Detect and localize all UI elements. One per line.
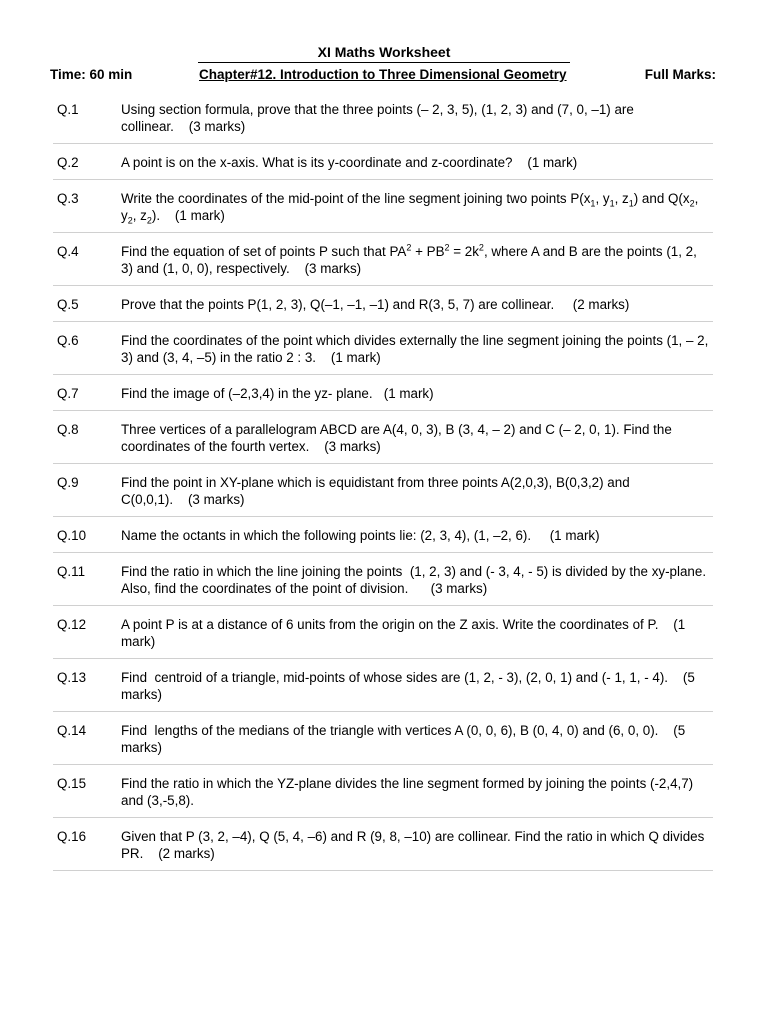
question-text: Find the image of (–2,3,4) in the yz- plane. (1 mark) — [121, 386, 434, 401]
question-row — [53, 375, 713, 411]
question-row — [53, 765, 713, 818]
question-row — [53, 517, 713, 553]
question-text: Find the ratio in which the YZ-plane divides the line segment formed by joining the points (-2,4,7) and (3,-5,8). — [121, 776, 694, 808]
question-text: A point P is at a distance of 6 units from the origin on the Z axis. Write the coordinates of P. (1 mark) — [121, 617, 686, 649]
question-number: Q.5 — [57, 297, 79, 312]
question-text: Find centroid of a triangle, mid-points of whose sides are (1, 2, - 3), (2, 0, 1) and (- 1, 1, - 4). (5 marks) — [121, 670, 695, 702]
question-row — [53, 233, 713, 286]
question-row — [53, 606, 713, 659]
question-number: Q.1 — [57, 102, 79, 117]
question-row — [53, 91, 713, 144]
question-text: Write the coordinates of the mid-point of the line segment joining two points $P(x_1$, $y_1$, $z_1$) and $Q(x_2$, $y_2$, $z_2$). (1 mark) — [121, 191, 699, 226]
question-number: Q.16 — [57, 829, 87, 844]
question-row — [53, 286, 713, 322]
question-number: Q.9 — [57, 475, 79, 490]
question-text: Using section formula, prove that the three points (– 2, 3, 5), (1, 2, 3) and (7, 0, –1) are collinear. (3 marks) — [121, 102, 634, 134]
question-row — [53, 180, 713, 233]
question-number: Q.12 — [57, 617, 87, 632]
question-row — [53, 322, 713, 375]
question-number: Q.7 — [57, 386, 79, 401]
question-row — [53, 553, 713, 606]
time-label: Time: 60 min — [50, 67, 133, 82]
question-row — [53, 411, 713, 464]
chapter-title: Chapter#12. Introduction to Three Dimensional Geometry — [199, 67, 567, 82]
question-number: Q.8 — [57, 422, 79, 437]
question-row — [53, 818, 713, 871]
question-number: Q.3 — [57, 191, 79, 206]
question-number: Q.11 — [57, 564, 86, 579]
question-text: Find the ratio in which the line joining the points (1, 2, 3) and (- 3, 4, - 5) is divided by the xy-plane. Also, find the coordinates of the point of division. (3 marks) — [121, 564, 707, 596]
question-number: Q.15 — [57, 776, 87, 791]
question-text: Find the point in XY-plane which is equidistant from three points A(2,0,3), B(0,3,2) and C(0,0,1). (3 marks) — [121, 475, 630, 507]
question-text: Given that P (3, 2, –4), Q (5, 4, –6) and R (9, 8, –10) are collinear. Find the ratio in which Q divides PR. (2 marks) — [121, 829, 705, 861]
question-text: Find lengths of the medians of the triangle with vertices A (0, 0, 6), B (0, 4, 0) and (6, 0, 0). (5 marks) — [121, 723, 686, 755]
question-row — [53, 144, 713, 180]
question-number: Q.4 — [57, 244, 79, 259]
title-underline — [198, 62, 570, 63]
question-row — [53, 464, 713, 517]
worksheet-title: XI Maths Worksheet — [317, 44, 451, 60]
question-text: Find the coordinates of the point which divides externally the line segment joining the points (1, – 2, 3) and (3, 4, –5) in the ratio 2 : 3. (1 mark) — [121, 333, 709, 365]
question-text: Three vertices of a parallelogram ABCD are A(4, 0, 3), B (3, 4, – 2) and C (– 2, 0, 1). Find the coordinates of the fourth vertex. (3 marks) — [121, 422, 672, 454]
question-number: Q.10 — [57, 528, 87, 543]
full-marks-label: Full Marks: — [644, 67, 716, 82]
question-row — [53, 659, 713, 712]
question-number: Q.13 — [57, 670, 87, 685]
question-number: Q.2 — [57, 155, 79, 170]
question-text: A point is on the x-axis. What is its y-coordinate and z-coordinate? (1 mark) — [121, 155, 578, 170]
question-text: Name the octants in which the following points lie: (2, 3, 4), (1, –2, 6). (1 mark) — [121, 528, 600, 543]
question-text: Prove that the points P(1, 2, 3), Q(–1, –1, –1) and R(3, 5, 7) are collinear. (2 marks) — [121, 297, 630, 312]
question-row — [53, 712, 713, 765]
question-list — [53, 91, 713, 871]
question-number: Q.6 — [57, 333, 79, 348]
question-text: Find the equation of set of points P such that $PA^2 + PB^2 = 2k^2$, where A and B are the points (1, 2, 3) and (1, 0, 0), respectively. (3 marks) — [121, 242, 697, 276]
question-number: Q.14 — [57, 723, 87, 738]
